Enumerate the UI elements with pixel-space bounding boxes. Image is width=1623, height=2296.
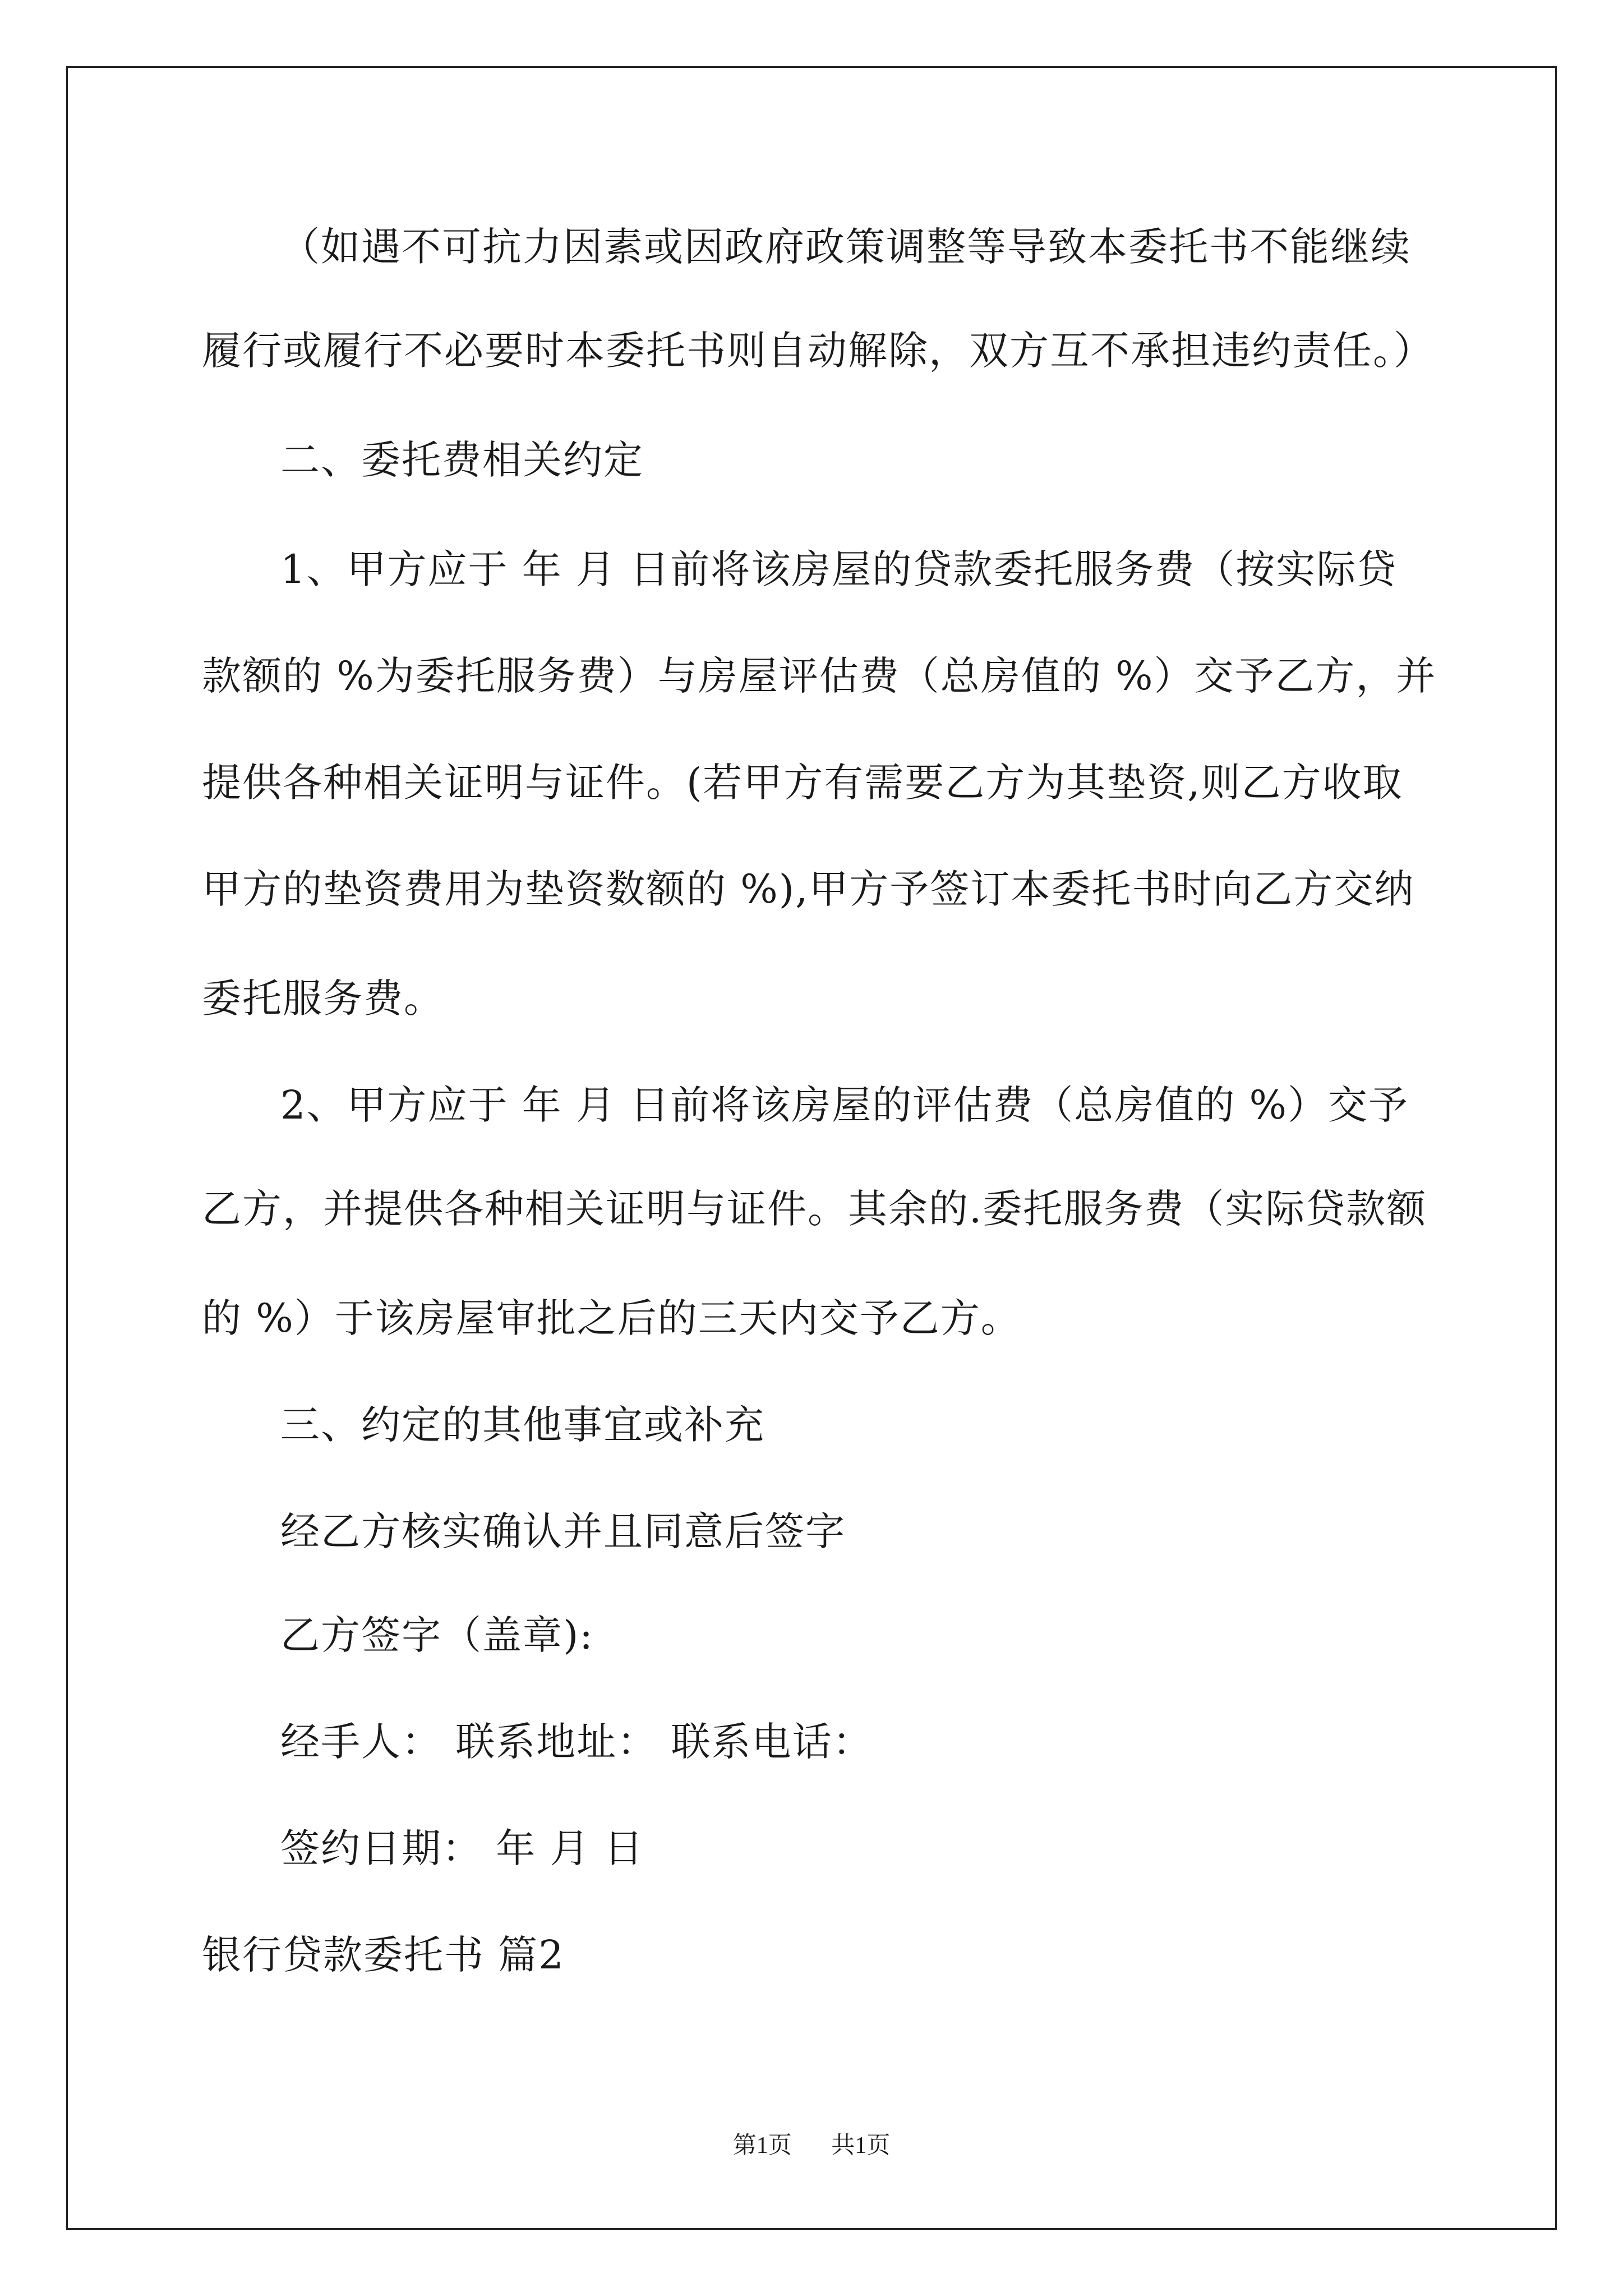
paragraph-line: 2、甲方应于 年 月 日前将该房屋的评估费（总房值的 %）交予 <box>280 1082 1409 1128</box>
paragraph-line: 的 %）于该房屋审批之后的三天内交予乙方。 <box>202 1295 1021 1341</box>
article-title: 银行贷款委托书 篇2 <box>202 1932 565 1978</box>
paragraph-line: 履行或履行不必要时本委托书则自动解除，双方互不承担违约责任。） <box>202 328 1434 374</box>
paragraph-line: 提供各种相关证明与证件。(若甲方有需要乙方为其垫资,则乙方收取 <box>202 760 1403 806</box>
date-line: 签约日期： 年 月 日 <box>280 1825 644 1871</box>
paragraph-line: 款额的 %为委托服务费）与房屋评估费（总房值的 %）交予乙方，并 <box>202 653 1437 699</box>
contact-line: 经手人： 联系地址： 联系电话： <box>280 1719 873 1765</box>
paragraph-line: 甲方的垫资费用为垫资数额的 %),甲方予签订本委托书时向乙方交纳 <box>202 866 1415 912</box>
section-heading: 二、委托费相关约定 <box>280 437 644 483</box>
page-border <box>66 66 1557 2230</box>
paragraph-line: 1、甲方应于 年 月 日前将该房屋的贷款委托服务费（按实际贷 <box>280 546 1398 592</box>
signature-line: 乙方签字（盖章): <box>280 1612 594 1658</box>
paragraph-line: 经乙方核实确认并且同意后签字 <box>280 1508 846 1554</box>
paragraph-line: （如遇不可抗力因素或因政府政策调整等导致本委托书不能继续 <box>280 224 1411 270</box>
paragraph-line: 乙方，并提供各种相关证明与证件。其余的.委托服务费（实际贷款额 <box>202 1186 1427 1232</box>
section-heading: 三、约定的其他事宜或补充 <box>280 1402 765 1448</box>
paragraph-line: 委托服务费。 <box>202 976 444 1022</box>
page-total: 共1页 <box>831 2133 891 2159</box>
page-footer <box>0 2129 1623 2162</box>
page-number: 第1页 <box>732 2133 792 2159</box>
